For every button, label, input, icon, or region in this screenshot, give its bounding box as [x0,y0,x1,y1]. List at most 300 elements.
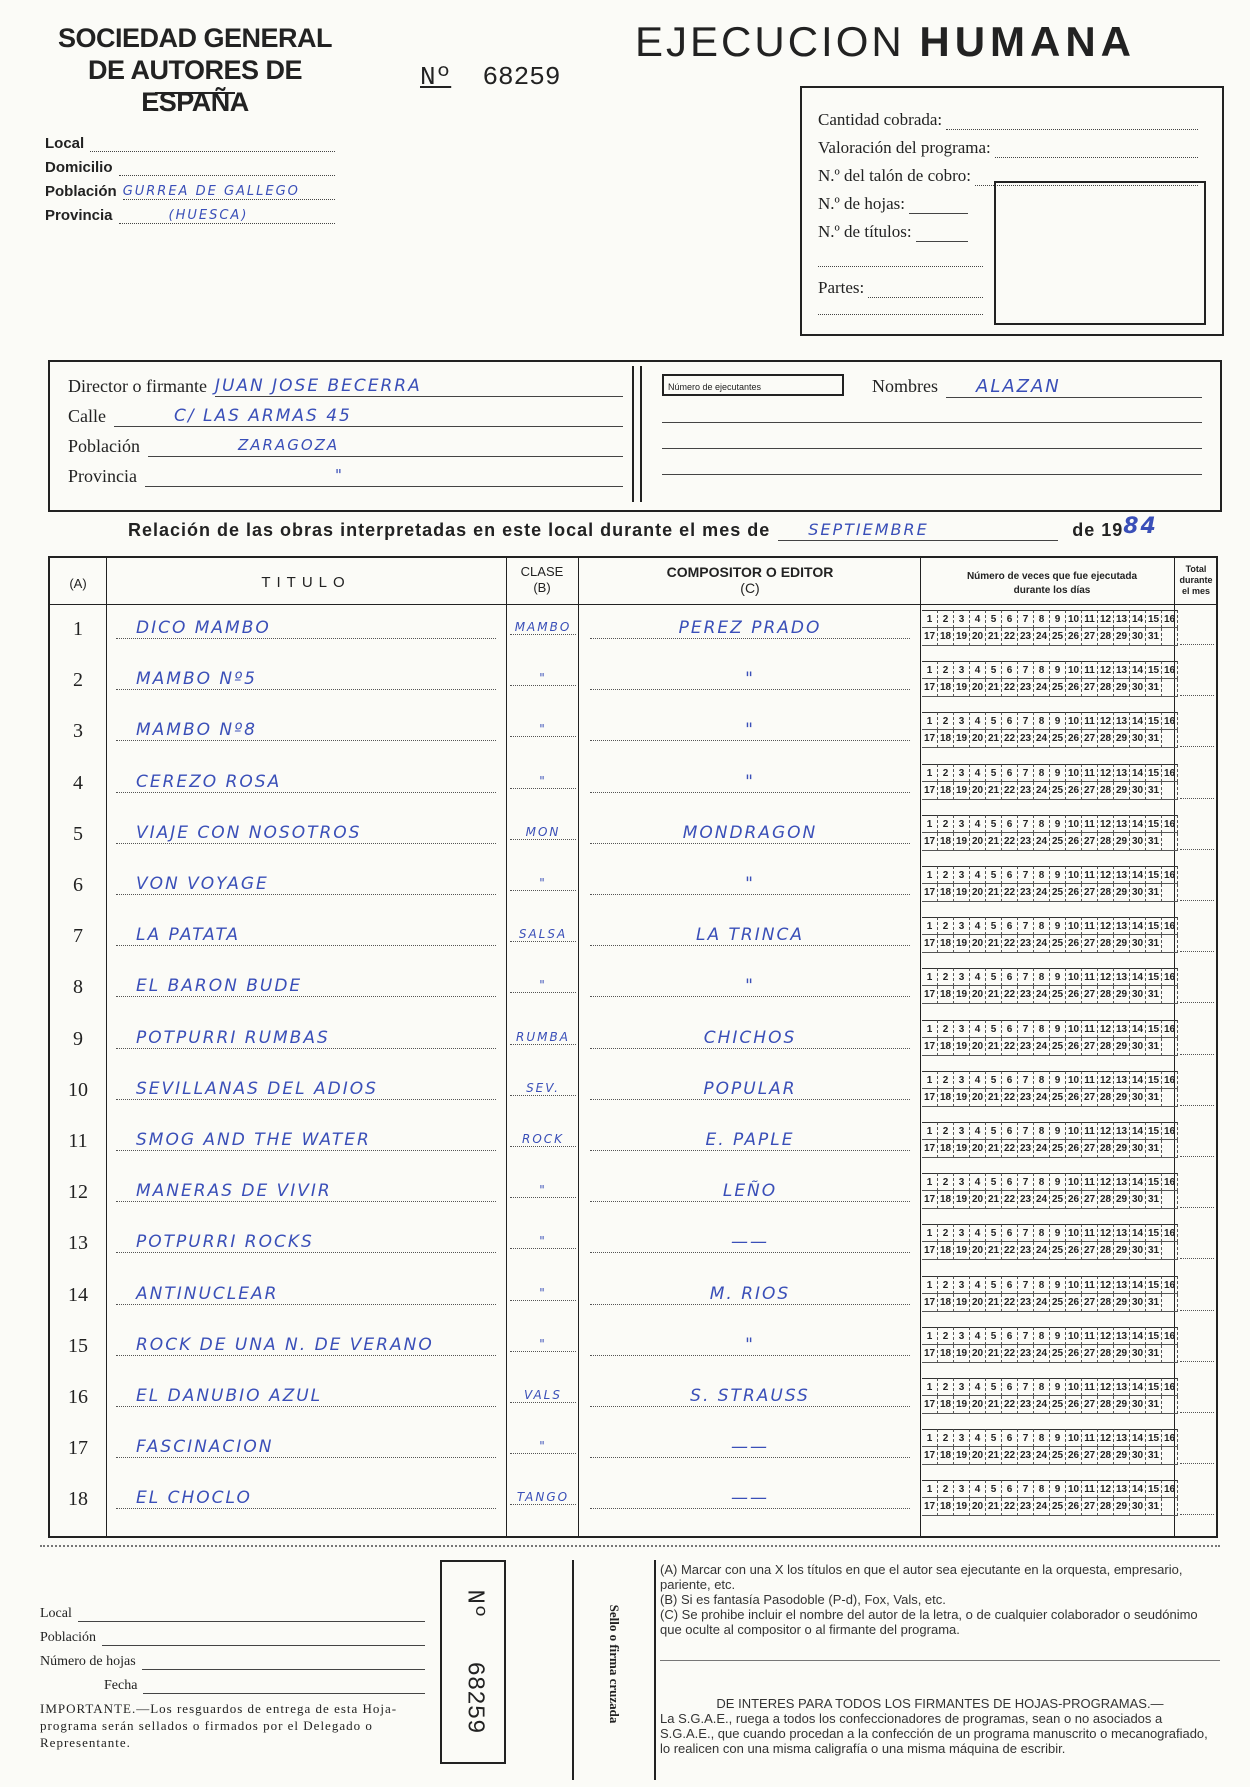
day-cell[interactable]: 1 [922,1276,938,1294]
day-cell[interactable]: 8 [1034,815,1050,833]
day-cell[interactable]: 10 [1066,1276,1082,1294]
day-cell[interactable]: 26 [1066,1396,1082,1414]
day-cell[interactable]: 23 [1018,1038,1034,1056]
day-cell[interactable] [1162,679,1178,697]
day-cell[interactable]: 5 [986,1276,1002,1294]
day-cell[interactable]: 26 [1066,1294,1082,1312]
day-cell[interactable]: 17 [922,1396,938,1414]
day-cell[interactable]: 26 [1066,1447,1082,1465]
day-cell[interactable]: 17 [922,1191,938,1209]
row-titulo[interactable]: FASCINACION [116,1437,496,1458]
day-cell[interactable]: 3 [954,1327,970,1345]
row-compositor[interactable]: M. RIOS [590,1284,910,1305]
day-cell[interactable]: 8 [1034,1071,1050,1089]
day-cell[interactable]: 27 [1082,679,1098,697]
day-cell[interactable]: 13 [1114,815,1130,833]
day-cell[interactable]: 15 [1146,1480,1162,1498]
row-total[interactable] [1180,1514,1214,1515]
day-cell[interactable]: 1 [922,1378,938,1396]
day-cell[interactable]: 5 [986,1480,1002,1498]
day-cell[interactable]: 31 [1146,1498,1162,1516]
day-cell[interactable]: 11 [1082,1480,1098,1498]
day-cell[interactable]: 9 [1050,866,1066,884]
day-cell[interactable]: 31 [1146,1038,1162,1056]
day-cell[interactable]: 27 [1082,884,1098,902]
day-cell[interactable]: 26 [1066,935,1082,953]
day-cell[interactable]: 27 [1082,986,1098,1004]
day-cell[interactable]: 27 [1082,935,1098,953]
day-cell[interactable]: 16 [1162,1122,1178,1140]
day-cell[interactable] [1162,1140,1178,1158]
day-cell[interactable]: 24 [1034,1140,1050,1158]
row-compositor[interactable]: E. PAPLE [590,1130,910,1151]
row-total[interactable] [1180,746,1214,747]
num-ejecutantes-box[interactable] [662,374,844,396]
day-cell[interactable]: 31 [1146,1191,1162,1209]
day-cell[interactable]: 28 [1098,1396,1114,1414]
day-cell[interactable]: 22 [1002,884,1018,902]
day-cell[interactable]: 28 [1098,1447,1114,1465]
day-cell[interactable]: 27 [1082,1089,1098,1107]
day-cell[interactable]: 11 [1082,764,1098,782]
day-cell[interactable]: 27 [1082,1191,1098,1209]
day-cell[interactable]: 22 [1002,1191,1018,1209]
day-cell[interactable]: 23 [1018,1345,1034,1363]
day-cell[interactable]: 19 [954,1396,970,1414]
day-cell[interactable]: 17 [922,679,938,697]
day-cell[interactable]: 14 [1130,1429,1146,1447]
day-cell[interactable]: 8 [1034,1276,1050,1294]
day-cell[interactable]: 27 [1082,1294,1098,1312]
day-cell[interactable]: 1 [922,712,938,730]
day-grid[interactable] [922,610,1178,646]
day-cell[interactable]: 25 [1050,1038,1066,1056]
day-cell[interactable]: 26 [1066,730,1082,748]
day-cell[interactable]: 12 [1098,1224,1114,1242]
day-cell[interactable]: 14 [1130,1276,1146,1294]
day-cell[interactable]: 12 [1098,1378,1114,1396]
day-cell[interactable]: 22 [1002,1038,1018,1056]
day-cell[interactable]: 24 [1034,1498,1050,1516]
day-cell[interactable]: 10 [1066,917,1082,935]
row-clase[interactable]: RUMBA [510,1030,576,1045]
day-cell[interactable]: 19 [954,679,970,697]
day-cell[interactable]: 25 [1050,1191,1066,1209]
day-cell[interactable]: 4 [970,866,986,884]
row-total[interactable] [1180,1361,1214,1362]
day-cell[interactable] [1162,1038,1178,1056]
day-cell[interactable]: 22 [1002,1242,1018,1260]
row-total[interactable] [1180,695,1214,696]
day-cell[interactable]: 30 [1130,1498,1146,1516]
row-compositor[interactable]: " [590,874,910,895]
day-cell[interactable]: 27 [1082,1038,1098,1056]
day-cell[interactable]: 11 [1082,815,1098,833]
day-cell[interactable]: 29 [1114,1242,1130,1260]
day-cell[interactable]: 21 [986,1396,1002,1414]
day-cell[interactable]: 9 [1050,968,1066,986]
row-clase[interactable]: TANGO [510,1490,576,1505]
row-clase[interactable]: " [510,978,576,993]
local-value[interactable] [90,151,335,152]
day-cell[interactable]: 23 [1018,1191,1034,1209]
day-cell[interactable]: 8 [1034,1224,1050,1242]
day-cell[interactable]: 8 [1034,764,1050,782]
day-cell[interactable]: 18 [938,679,954,697]
day-cell[interactable]: 29 [1114,1191,1130,1209]
day-grid[interactable] [922,712,1178,748]
day-cell[interactable]: 7 [1018,866,1034,884]
day-cell[interactable]: 19 [954,730,970,748]
day-cell[interactable]: 10 [1066,1224,1082,1242]
row-titulo[interactable]: MAMBO Nº8 [116,720,496,741]
day-grid[interactable] [922,661,1178,697]
day-cell[interactable]: 13 [1114,917,1130,935]
day-cell[interactable]: 26 [1066,628,1082,646]
day-cell[interactable] [1162,1498,1178,1516]
day-cell[interactable]: 6 [1002,1480,1018,1498]
day-cell[interactable]: 5 [986,712,1002,730]
day-cell[interactable]: 31 [1146,1294,1162,1312]
row-compositor[interactable]: " [590,976,910,997]
day-cell[interactable]: 28 [1098,986,1114,1004]
day-cell[interactable]: 21 [986,1242,1002,1260]
day-grid[interactable] [922,1020,1178,1056]
day-cell[interactable]: 19 [954,628,970,646]
day-cell[interactable]: 13 [1114,764,1130,782]
day-cell[interactable]: 16 [1162,764,1178,782]
day-cell[interactable]: 14 [1130,968,1146,986]
row-clase[interactable]: " [510,1337,576,1352]
day-cell[interactable]: 5 [986,1071,1002,1089]
day-cell[interactable]: 4 [970,968,986,986]
row-compositor[interactable]: CHICHOS [590,1028,910,1049]
day-cell[interactable]: 5 [986,968,1002,986]
day-cell[interactable]: 7 [1018,1122,1034,1140]
day-cell[interactable]: 21 [986,730,1002,748]
day-cell[interactable]: 17 [922,1345,938,1363]
day-cell[interactable]: 3 [954,712,970,730]
day-cell[interactable]: 13 [1114,1020,1130,1038]
row-clase[interactable]: VALS [510,1388,576,1403]
day-cell[interactable]: 11 [1082,1020,1098,1038]
day-cell[interactable]: 12 [1098,661,1114,679]
day-cell[interactable]: 19 [954,986,970,1004]
row-total[interactable] [1180,1054,1214,1055]
day-cell[interactable]: 22 [1002,1089,1018,1107]
row-titulo[interactable]: EL BARON BUDE [116,976,496,997]
day-cell[interactable]: 6 [1002,610,1018,628]
day-cell[interactable]: 8 [1034,661,1050,679]
day-cell[interactable]: 10 [1066,968,1082,986]
day-cell[interactable]: 4 [970,1071,986,1089]
day-cell[interactable]: 6 [1002,661,1018,679]
day-cell[interactable]: 18 [938,1345,954,1363]
day-cell[interactable]: 28 [1098,1191,1114,1209]
day-cell[interactable]: 10 [1066,866,1082,884]
day-cell[interactable]: 7 [1018,917,1034,935]
day-cell[interactable]: 31 [1146,1242,1162,1260]
day-cell[interactable]: 10 [1066,1020,1082,1038]
day-cell[interactable]: 17 [922,730,938,748]
day-cell[interactable]: 7 [1018,815,1034,833]
day-cell[interactable]: 26 [1066,986,1082,1004]
row-total[interactable] [1180,1412,1214,1413]
day-cell[interactable]: 2 [938,1122,954,1140]
day-cell[interactable]: 6 [1002,1378,1018,1396]
day-cell[interactable]: 23 [1018,884,1034,902]
day-cell[interactable]: 25 [1050,833,1066,851]
day-cell[interactable]: 21 [986,884,1002,902]
day-cell[interactable]: 16 [1162,1173,1178,1191]
day-cell[interactable]: 30 [1130,935,1146,953]
day-cell[interactable]: 31 [1146,935,1162,953]
day-cell[interactable]: 30 [1130,833,1146,851]
day-cell[interactable]: 19 [954,1191,970,1209]
day-cell[interactable]: 6 [1002,866,1018,884]
day-cell[interactable]: 26 [1066,1498,1082,1516]
row-titulo[interactable]: MAMBO Nº5 [116,669,496,690]
day-cell[interactable]: 13 [1114,968,1130,986]
day-cell[interactable]: 24 [1034,1345,1050,1363]
day-cell[interactable]: 3 [954,1480,970,1498]
day-cell[interactable]: 13 [1114,661,1130,679]
day-cell[interactable]: 23 [1018,986,1034,1004]
day-cell[interactable]: 11 [1082,661,1098,679]
day-cell[interactable]: 11 [1082,866,1098,884]
day-cell[interactable]: 6 [1002,968,1018,986]
day-cell[interactable]: 2 [938,1224,954,1242]
day-cell[interactable]: 28 [1098,730,1114,748]
day-cell[interactable]: 27 [1082,833,1098,851]
day-cell[interactable]: 20 [970,935,986,953]
day-cell[interactable]: 2 [938,764,954,782]
day-cell[interactable]: 5 [986,764,1002,782]
day-cell[interactable]: 28 [1098,1140,1114,1158]
day-cell[interactable]: 21 [986,1498,1002,1516]
row-titulo[interactable]: ANTINUCLEAR [116,1284,496,1305]
day-cell[interactable]: 28 [1098,679,1114,697]
day-cell[interactable]: 2 [938,661,954,679]
day-cell[interactable]: 22 [1002,679,1018,697]
day-cell[interactable]: 24 [1034,935,1050,953]
day-cell[interactable]: 26 [1066,1242,1082,1260]
day-cell[interactable]: 2 [938,866,954,884]
day-cell[interactable]: 9 [1050,1327,1066,1345]
day-cell[interactable]: 29 [1114,1038,1130,1056]
day-cell[interactable]: 8 [1034,968,1050,986]
day-cell[interactable]: 22 [1002,935,1018,953]
row-compositor[interactable]: POPULAR [590,1079,910,1100]
day-cell[interactable] [1162,1345,1178,1363]
day-cell[interactable]: 21 [986,1140,1002,1158]
day-cell[interactable]: 24 [1034,986,1050,1004]
day-cell[interactable]: 13 [1114,1429,1130,1447]
row-clase[interactable]: " [510,1439,576,1454]
day-cell[interactable]: 4 [970,1378,986,1396]
day-cell[interactable]: 7 [1018,1173,1034,1191]
day-cell[interactable]: 2 [938,1327,954,1345]
day-cell[interactable]: 6 [1002,1173,1018,1191]
day-cell[interactable]: 9 [1050,712,1066,730]
day-cell[interactable]: 31 [1146,1447,1162,1465]
day-cell[interactable]: 15 [1146,1378,1162,1396]
day-cell[interactable]: 26 [1066,833,1082,851]
day-cell[interactable]: 29 [1114,1447,1130,1465]
day-cell[interactable]: 16 [1162,866,1178,884]
day-cell[interactable]: 17 [922,1140,938,1158]
day-cell[interactable]: 1 [922,1327,938,1345]
day-cell[interactable]: 28 [1098,1038,1114,1056]
day-cell[interactable]: 26 [1066,1140,1082,1158]
row-total[interactable] [1180,849,1214,850]
day-cell[interactable]: 9 [1050,917,1066,935]
day-cell[interactable]: 3 [954,968,970,986]
day-cell[interactable]: 1 [922,1429,938,1447]
row-compositor[interactable]: " [590,669,910,690]
day-cell[interactable]: 8 [1034,1378,1050,1396]
day-cell[interactable]: 19 [954,1089,970,1107]
day-cell[interactable]: 11 [1082,1327,1098,1345]
day-cell[interactable]: 20 [970,628,986,646]
day-cell[interactable]: 1 [922,764,938,782]
day-cell[interactable]: 3 [954,815,970,833]
director-value[interactable]: JUAN JOSE BECERRA [215,376,623,397]
row-clase[interactable]: MAMBO [510,620,576,635]
day-grid[interactable] [922,764,1178,800]
day-cell[interactable]: 12 [1098,1327,1114,1345]
row-titulo[interactable]: POTPURRI ROCKS [116,1232,496,1253]
day-cell[interactable]: 15 [1146,610,1162,628]
day-cell[interactable]: 31 [1146,884,1162,902]
row-compositor[interactable]: —— [590,1437,910,1458]
day-cell[interactable]: 24 [1034,1294,1050,1312]
day-cell[interactable]: 18 [938,935,954,953]
day-cell[interactable]: 18 [938,1140,954,1158]
day-cell[interactable]: 23 [1018,833,1034,851]
day-cell[interactable]: 25 [1050,1345,1066,1363]
day-cell[interactable]: 6 [1002,764,1018,782]
day-cell[interactable]: 25 [1050,1140,1066,1158]
day-cell[interactable]: 13 [1114,1224,1130,1242]
day-cell[interactable]: 12 [1098,1071,1114,1089]
day-cell[interactable]: 6 [1002,1327,1018,1345]
day-cell[interactable]: 23 [1018,679,1034,697]
day-cell[interactable]: 14 [1130,1480,1146,1498]
day-cell[interactable]: 12 [1098,917,1114,935]
day-cell[interactable]: 9 [1050,610,1066,628]
day-cell[interactable]: 31 [1146,1396,1162,1414]
row-titulo[interactable]: SMOG AND THE WATER [116,1130,496,1151]
day-cell[interactable]: 28 [1098,628,1114,646]
row-total[interactable] [1180,1002,1214,1003]
day-cell[interactable]: 24 [1034,884,1050,902]
day-cell[interactable]: 9 [1050,1378,1066,1396]
day-cell[interactable]: 2 [938,1071,954,1089]
row-total[interactable] [1180,798,1214,799]
day-cell[interactable]: 16 [1162,1480,1178,1498]
day-cell[interactable]: 3 [954,1429,970,1447]
row-compositor[interactable]: LEÑO [590,1181,910,1202]
day-cell[interactable]: 3 [954,610,970,628]
day-cell[interactable]: 25 [1050,628,1066,646]
day-cell[interactable]: 8 [1034,1122,1050,1140]
day-cell[interactable]: 2 [938,917,954,935]
day-cell[interactable]: 22 [1002,1498,1018,1516]
day-cell[interactable]: 31 [1146,833,1162,851]
row-compositor[interactable]: LA TRINCA [590,925,910,946]
day-cell[interactable]: 20 [970,884,986,902]
day-cell[interactable]: 23 [1018,1396,1034,1414]
day-cell[interactable]: 14 [1130,712,1146,730]
row-clase[interactable]: SALSA [510,927,576,942]
day-cell[interactable]: 5 [986,1327,1002,1345]
day-cell[interactable]: 4 [970,917,986,935]
day-cell[interactable]: 9 [1050,661,1066,679]
day-cell[interactable]: 2 [938,1480,954,1498]
day-grid[interactable] [922,1327,1178,1363]
day-cell[interactable]: 25 [1050,1396,1066,1414]
day-cell[interactable]: 24 [1034,1396,1050,1414]
day-cell[interactable]: 18 [938,730,954,748]
row-total[interactable] [1180,1207,1214,1208]
day-cell[interactable]: 19 [954,1140,970,1158]
day-cell[interactable]: 9 [1050,1480,1066,1498]
day-cell[interactable]: 4 [970,1020,986,1038]
day-cell[interactable]: 31 [1146,1089,1162,1107]
day-cell[interactable]: 18 [938,1191,954,1209]
day-cell[interactable]: 19 [954,833,970,851]
day-cell[interactable]: 21 [986,1447,1002,1465]
day-cell[interactable]: 4 [970,1480,986,1498]
day-cell[interactable]: 23 [1018,730,1034,748]
day-cell[interactable]: 20 [970,1242,986,1260]
day-cell[interactable]: 20 [970,1140,986,1158]
day-cell[interactable] [1162,1191,1178,1209]
day-cell[interactable]: 2 [938,968,954,986]
day-cell[interactable]: 16 [1162,968,1178,986]
day-cell[interactable]: 2 [938,1429,954,1447]
day-cell[interactable]: 22 [1002,1345,1018,1363]
day-cell[interactable]: 15 [1146,1173,1162,1191]
day-cell[interactable]: 15 [1146,764,1162,782]
director-poblacion-value[interactable]: ZARAGOZA [148,436,623,457]
day-cell[interactable]: 4 [970,610,986,628]
day-cell[interactable]: 18 [938,986,954,1004]
day-cell[interactable]: 5 [986,1122,1002,1140]
day-cell[interactable]: 12 [1098,712,1114,730]
day-cell[interactable]: 9 [1050,1429,1066,1447]
day-cell[interactable] [1162,986,1178,1004]
day-cell[interactable]: 8 [1034,917,1050,935]
relacion-year-suffix[interactable]: 84 [1123,514,1158,539]
day-cell[interactable]: 31 [1146,986,1162,1004]
day-cell[interactable]: 15 [1146,1327,1162,1345]
day-cell[interactable]: 11 [1082,1122,1098,1140]
day-cell[interactable]: 1 [922,1224,938,1242]
day-cell[interactable]: 15 [1146,1429,1162,1447]
day-cell[interactable]: 10 [1066,712,1082,730]
row-total[interactable] [1180,1105,1214,1106]
day-cell[interactable]: 3 [954,866,970,884]
day-cell[interactable]: 10 [1066,1122,1082,1140]
day-cell[interactable]: 3 [954,1173,970,1191]
day-cell[interactable]: 3 [954,1224,970,1242]
day-cell[interactable]: 22 [1002,782,1018,800]
day-cell[interactable]: 3 [954,1071,970,1089]
day-cell[interactable]: 22 [1002,1447,1018,1465]
day-cell[interactable]: 19 [954,1345,970,1363]
